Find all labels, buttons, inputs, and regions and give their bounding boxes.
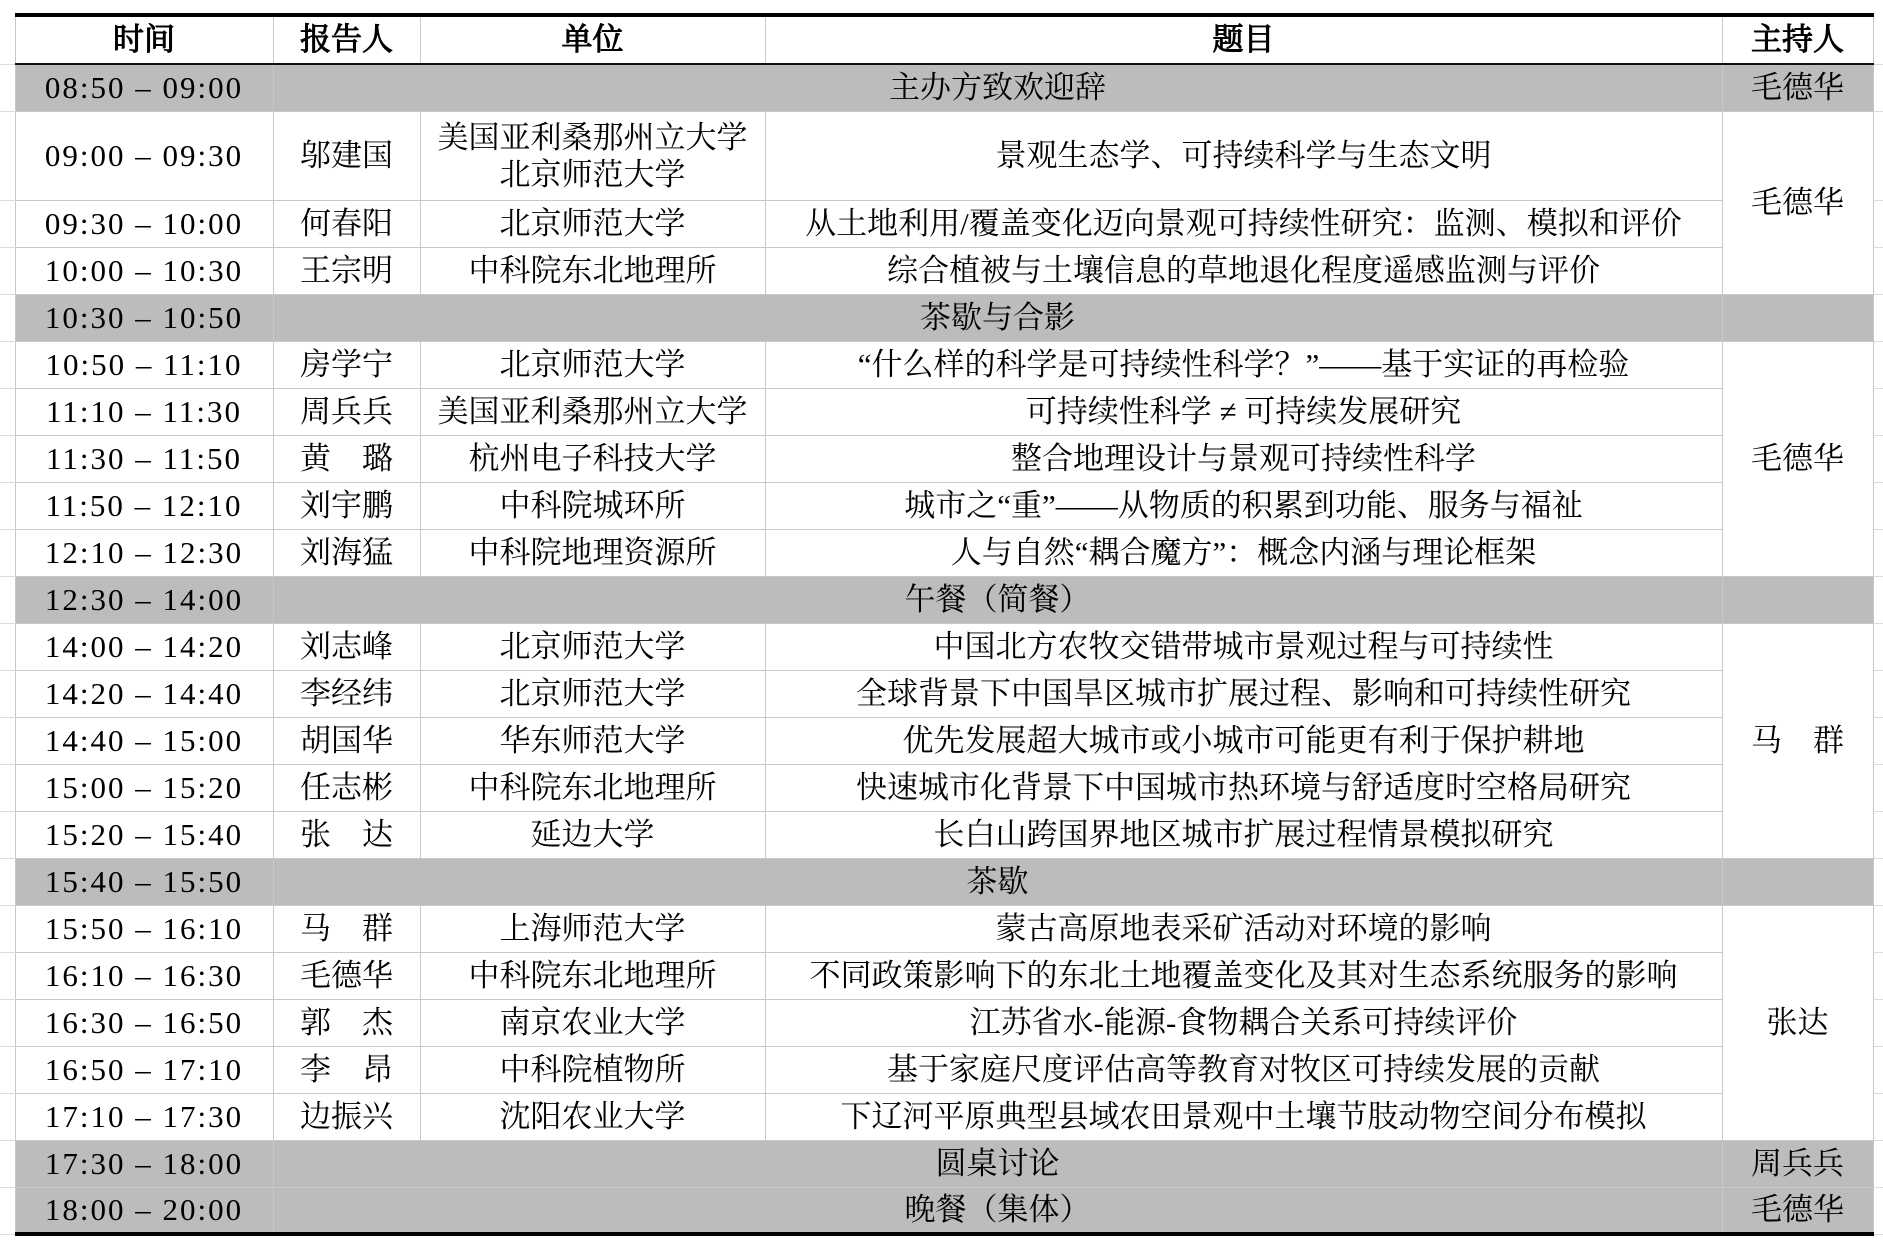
- row-gutter-right: [1873, 858, 1883, 905]
- chair-cell: [1722, 576, 1873, 623]
- affiliation-line: 延边大学: [530, 817, 655, 852]
- time-cell: 15:50 – 16:10: [15, 905, 273, 952]
- affiliation-cell: [420, 905, 765, 952]
- affiliation-cell: [420, 1093, 765, 1140]
- affiliation-cell: [420, 482, 765, 529]
- row-gutter-right: [1873, 388, 1883, 435]
- speaker-cell: 邬建国: [273, 111, 420, 200]
- talk-row: [0, 341, 1883, 388]
- affiliation-line: 华东师范大学: [499, 723, 686, 758]
- affiliation-line: 南京农业大学: [499, 1005, 686, 1040]
- row-gutter-right: [1873, 294, 1883, 341]
- schedule-table: [0, 13, 1883, 1236]
- row-gutter-left: [0, 247, 15, 294]
- row-gutter-left: [0, 1046, 15, 1093]
- affiliation-cell: [420, 529, 765, 576]
- row-gutter-left: [0, 435, 15, 482]
- column-header-organization: 单位: [420, 15, 765, 64]
- speaker-cell: 毛德华: [273, 952, 420, 999]
- speaker-cell: 房学宁: [273, 341, 420, 388]
- break-row: [0, 1187, 1883, 1234]
- title-cell: 中国北方农牧交错带城市景观过程与可持续性: [765, 623, 1722, 670]
- row-gutter-right: [1873, 1140, 1883, 1187]
- speaker-cell: 任志彬: [273, 764, 420, 811]
- row-gutter-left: [0, 811, 15, 858]
- row-gutter-left: [0, 1140, 15, 1187]
- title-cell: 城市之“重”——从物质的积累到功能、服务与福祉: [765, 482, 1722, 529]
- speaker-cell: 何春阳: [273, 200, 420, 247]
- row-gutter-left: [0, 341, 15, 388]
- speaker-cell: 刘宇鹏: [273, 482, 420, 529]
- row-gutter-right: [1873, 341, 1883, 388]
- affiliation-line: 北京师范大学: [499, 676, 686, 711]
- affiliation-line: 中科院地理资源所: [468, 535, 717, 570]
- chair-cell: 毛德华: [1722, 111, 1873, 294]
- row-gutter-right: [1873, 15, 1883, 64]
- talk-row: [0, 529, 1883, 576]
- speaker-cell: 李经纬: [273, 670, 420, 717]
- time-cell: 15:00 – 15:20: [15, 764, 273, 811]
- affiliation-cell: [420, 811, 765, 858]
- row-gutter-left: [0, 999, 15, 1046]
- row-gutter-left: [0, 200, 15, 247]
- row-gutter-left: [0, 764, 15, 811]
- column-header-chair: 主持人: [1722, 15, 1873, 64]
- affiliation-cell: [420, 435, 765, 482]
- speaker-cell: 边振兴: [273, 1093, 420, 1140]
- row-gutter-left: [0, 15, 15, 64]
- speaker-cell: 郭 杰: [273, 999, 420, 1046]
- row-gutter-right: [1873, 1046, 1883, 1093]
- title-cell: 从土地利用/覆盖变化迈向景观可持续性研究：监测、模拟和评价: [765, 200, 1722, 247]
- talk-row: [0, 1046, 1883, 1093]
- row-gutter-right: [1873, 482, 1883, 529]
- affiliation-cell: [420, 764, 765, 811]
- time-cell: 10:00 – 10:30: [15, 247, 273, 294]
- column-header-title: 题目: [765, 15, 1722, 64]
- title-cell: 综合植被与土壤信息的草地退化程度遥感监测与评价: [765, 247, 1722, 294]
- affiliation-cell: [420, 623, 765, 670]
- row-gutter-left: [0, 717, 15, 764]
- talk-row: [0, 388, 1883, 435]
- affiliation-line: 北京师范大学: [499, 156, 686, 192]
- row-gutter-right: [1873, 764, 1883, 811]
- column-header-speaker: 报告人: [273, 15, 420, 64]
- row-gutter-right: [1873, 623, 1883, 670]
- row-gutter-left: [0, 952, 15, 999]
- conference-program-page: [0, 13, 1883, 1252]
- speaker-cell: 李 昂: [273, 1046, 420, 1093]
- time-cell: 08:50 – 09:00: [15, 64, 273, 111]
- row-gutter-right: [1873, 717, 1883, 764]
- row-gutter-right: [1873, 1093, 1883, 1140]
- time-cell: 16:30 – 16:50: [15, 999, 273, 1046]
- time-cell: 15:20 – 15:40: [15, 811, 273, 858]
- speaker-cell: 王宗明: [273, 247, 420, 294]
- time-cell: 10:50 – 11:10: [15, 341, 273, 388]
- affiliation-cell: [420, 111, 765, 200]
- title-cell: 不同政策影响下的东北土地覆盖变化及其对生态系统服务的影响: [765, 952, 1722, 999]
- speaker-cell: 张 达: [273, 811, 420, 858]
- talk-row: [0, 905, 1883, 952]
- row-gutter-left: [0, 64, 15, 111]
- header-row: [0, 15, 1883, 64]
- time-cell: 11:30 – 11:50: [15, 435, 273, 482]
- title-cell: 全球背景下中国旱区城市扩展过程、影响和可持续性研究: [765, 670, 1722, 717]
- speaker-cell: 周兵兵: [273, 388, 420, 435]
- talk-row: [0, 952, 1883, 999]
- affiliation-line: 中科院东北地理所: [468, 253, 717, 288]
- speaker-cell: 马 群: [273, 905, 420, 952]
- title-cell: 江苏省水-能源-食物耦合关系可持续评价: [765, 999, 1722, 1046]
- row-gutter-left: [0, 1187, 15, 1234]
- title-cell: 整合地理设计与景观可持续性科学: [765, 435, 1722, 482]
- talk-row: [0, 811, 1883, 858]
- break-label-cell: 晚餐（集体）: [273, 1187, 1722, 1234]
- affiliation-cell: [420, 952, 765, 999]
- talk-row: [0, 435, 1883, 482]
- title-cell: 蒙古高原地表采矿活动对环境的影响: [765, 905, 1722, 952]
- row-gutter-right: [1873, 576, 1883, 623]
- chair-cell: 毛德华: [1722, 64, 1873, 111]
- title-cell: 快速城市化背景下中国城市热环境与舒适度时空格局研究: [765, 764, 1722, 811]
- row-gutter-right: [1873, 999, 1883, 1046]
- affiliation-line: 中科院东北地理所: [468, 770, 717, 805]
- talk-row: [0, 1093, 1883, 1140]
- affiliation-line: 美国亚利桑那州立大学: [437, 119, 748, 155]
- break-label-cell: 主办方致欢迎辞: [273, 64, 1722, 111]
- time-cell: 15:40 – 15:50: [15, 858, 273, 905]
- row-gutter-right: [1873, 1187, 1883, 1234]
- break-row: [0, 294, 1883, 341]
- break-label-cell: 茶歇与合影: [273, 294, 1722, 341]
- row-gutter-right: [1873, 952, 1883, 999]
- row-gutter-left: [0, 858, 15, 905]
- row-gutter-left: [0, 670, 15, 717]
- affiliation-line: 北京师范大学: [499, 629, 686, 664]
- title-cell: 优先发展超大城市或小城市可能更有利于保护耕地: [765, 717, 1722, 764]
- time-cell: 09:00 – 09:30: [15, 111, 273, 200]
- time-cell: 18:00 – 20:00: [15, 1187, 273, 1234]
- affiliation-line: 上海师范大学: [499, 911, 686, 946]
- time-cell: 16:50 – 17:10: [15, 1046, 273, 1093]
- affiliation-cell: [420, 999, 765, 1046]
- affiliation-line: 杭州电子科技大学: [468, 441, 717, 476]
- chair-cell: 毛德华: [1722, 1187, 1873, 1234]
- talk-row: [0, 670, 1883, 717]
- time-cell: 17:10 – 17:30: [15, 1093, 273, 1140]
- time-cell: 11:50 – 12:10: [15, 482, 273, 529]
- chair-cell: 毛德华: [1722, 341, 1873, 576]
- chair-cell: 周兵兵: [1722, 1140, 1873, 1187]
- chair-cell: 张达: [1722, 905, 1873, 1140]
- affiliation-line: 沈阳农业大学: [499, 1099, 686, 1134]
- title-cell: 长白山跨国界地区城市扩展过程情景模拟研究: [765, 811, 1722, 858]
- row-gutter-left: [0, 576, 15, 623]
- time-cell: 14:00 – 14:20: [15, 623, 273, 670]
- row-gutter-left: [0, 905, 15, 952]
- affiliation-cell: [420, 670, 765, 717]
- affiliation-line: 北京师范大学: [499, 206, 686, 241]
- row-gutter-right: [1873, 111, 1883, 200]
- speaker-cell: 刘志峰: [273, 623, 420, 670]
- title-cell: 下辽河平原典型县域农田景观中土壤节肢动物空间分布模拟: [765, 1093, 1722, 1140]
- time-cell: 11:10 – 11:30: [15, 388, 273, 435]
- schedule-table-body: [0, 64, 1883, 1234]
- title-cell: 人与自然“耦合魔方”：概念内涵与理论框架: [765, 529, 1722, 576]
- time-cell: 14:40 – 15:00: [15, 717, 273, 764]
- speaker-cell: 黄 璐: [273, 435, 420, 482]
- talk-row: [0, 482, 1883, 529]
- row-gutter-left: [0, 623, 15, 670]
- affiliation-cell: [420, 717, 765, 764]
- affiliation-line: 中科院城环所: [499, 488, 686, 523]
- row-gutter-right: [1873, 64, 1883, 111]
- time-cell: 17:30 – 18:00: [15, 1140, 273, 1187]
- affiliation-cell: [420, 1046, 765, 1093]
- row-gutter-left: [0, 294, 15, 341]
- chair-cell: [1722, 294, 1873, 341]
- row-gutter-left: [0, 482, 15, 529]
- break-label-cell: 圆桌讨论: [273, 1140, 1722, 1187]
- time-cell: 14:20 – 14:40: [15, 670, 273, 717]
- affiliation-line: 北京师范大学: [499, 347, 686, 382]
- affiliation-cell: [420, 341, 765, 388]
- title-cell: 可持续性科学 ≠ 可持续发展研究: [765, 388, 1722, 435]
- talk-row: [0, 247, 1883, 294]
- title-cell: 景观生态学、可持续科学与生态文明: [765, 111, 1722, 200]
- talk-row: [0, 200, 1883, 247]
- speaker-cell: 刘海猛: [273, 529, 420, 576]
- affiliation-line: 美国亚利桑那州立大学: [437, 394, 748, 429]
- affiliation-cell: [420, 247, 765, 294]
- time-cell: 12:30 – 14:00: [15, 576, 273, 623]
- title-cell: 基于家庭尺度评估高等教育对牧区可持续发展的贡献: [765, 1046, 1722, 1093]
- row-gutter-right: [1873, 670, 1883, 717]
- row-gutter-right: [1873, 811, 1883, 858]
- row-gutter-right: [1873, 247, 1883, 294]
- row-gutter-right: [1873, 435, 1883, 482]
- row-gutter-left: [0, 388, 15, 435]
- chair-cell: [1722, 858, 1873, 905]
- row-gutter-right: [1873, 200, 1883, 247]
- speaker-cell: 胡国华: [273, 717, 420, 764]
- column-header-time: 时间: [15, 15, 273, 64]
- time-cell: 09:30 – 10:00: [15, 200, 273, 247]
- row-gutter-right: [1873, 905, 1883, 952]
- title-cell: “什么样的科学是可持续性科学？”——基于实证的再检验: [765, 341, 1722, 388]
- break-row: [0, 64, 1883, 111]
- talk-row: [0, 623, 1883, 670]
- affiliation-cell: [420, 388, 765, 435]
- affiliation-line: 中科院东北地理所: [468, 958, 717, 993]
- break-row: [0, 858, 1883, 905]
- row-gutter-right: [1873, 529, 1883, 576]
- break-label-cell: 茶歇: [273, 858, 1722, 905]
- affiliation-line: 中科院植物所: [499, 1052, 686, 1087]
- talk-row: [0, 764, 1883, 811]
- row-gutter-left: [0, 1093, 15, 1140]
- break-row: [0, 576, 1883, 623]
- row-gutter-left: [0, 529, 15, 576]
- chair-cell: 马 群: [1722, 623, 1873, 858]
- break-row: [0, 1140, 1883, 1187]
- time-cell: 12:10 – 12:30: [15, 529, 273, 576]
- time-cell: 10:30 – 10:50: [15, 294, 273, 341]
- break-label-cell: 午餐（简餐）: [273, 576, 1722, 623]
- talk-row: [0, 999, 1883, 1046]
- affiliation-cell: [420, 200, 765, 247]
- talk-row: [0, 111, 1883, 200]
- row-gutter-left: [0, 111, 15, 200]
- talk-row: [0, 717, 1883, 764]
- time-cell: 16:10 – 16:30: [15, 952, 273, 999]
